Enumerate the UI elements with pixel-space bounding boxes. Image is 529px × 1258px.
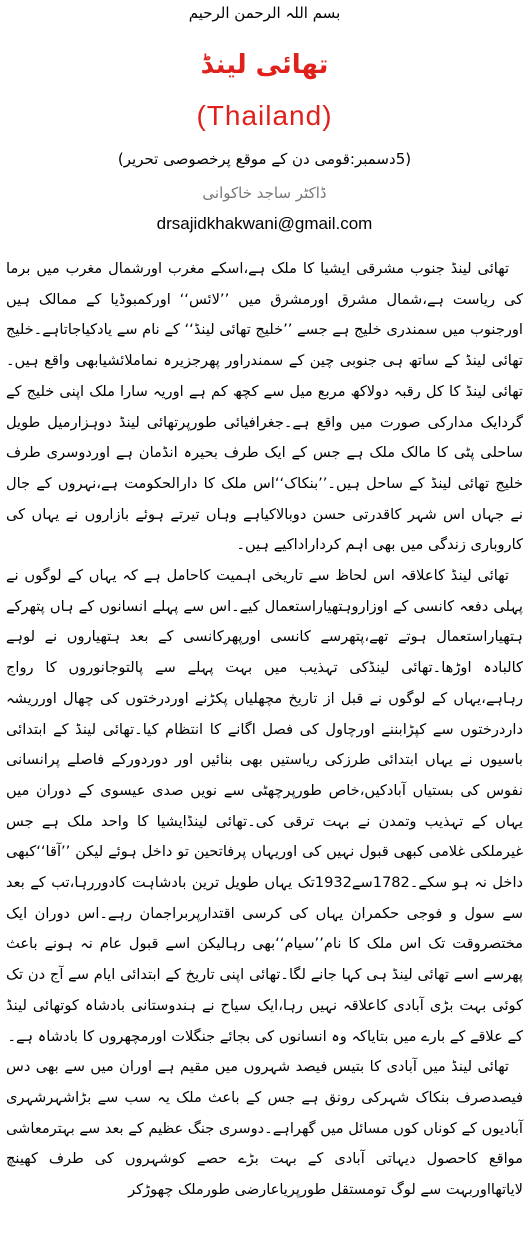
author-name: ڈاکٹر ساجد خاکوانی — [202, 184, 327, 202]
subtitle: (5دسمبر:قومی دن کے موقع پرخصوصی تحریر) — [117, 150, 412, 168]
article-body — [6, 254, 523, 1206]
paragraph: تھائی لینڈ میں آبادی کا بتیس فیصد شہروں میں مقیم ہے اوران میں سے بھی دس فیصدصرف بنکاک شہرکی رونق ہے جس کے باعث ملک یہ سب سے بڑاشہرشہری آبادیوں کے کوناں کوں مسائل میں گھراہے۔دوسری جنگ عظیم کے بعد سے بہترمعاشی مواقع کاحصول دیہاتی آبادی کے بہت بڑے حصے کوشہروں کی طرف کھینچ لایاتھااوربہت سے لوگ تومستقل طورپریاعارضی طورملک چھوڑکر — [6, 1058, 523, 1199]
basmala: بسم اللہ الرحمن الرحیم — [188, 4, 341, 22]
title-urdu: تھائی لینڈ — [200, 50, 329, 80]
author-email: drsajidkhakwani@gmail.com — [156, 214, 373, 233]
paragraph: تھائی لینڈ کاعلاقہ اس لحاظ سے تاریخی اہمیت کاحامل ہے کہ یہاں کے لوگوں نے پہلی دفعہ کانسی کے اوزاروہتھیاراستعمال کیے۔اس سے پہلے انسانوں کے ہاں پتھرکے ہتھیاراستعمال ہوتے تھے،پتھرسے کانسی اورپھرکانسی کے بعد ہتھیاروں نے لوہے کالبادہ اوڑھا۔تھائی لینڈکی تہذیب میں بہت پہلے سے پالتوجانوروں کا رواج رہاہے،یہاں کے لوگوں نے قبل از تاریخ مچھلیاں پکڑنے اوردرختوں کی چھال اورریشہ داردرختوں سے کپڑابننے اورچاول کی فصل اگانے کا انتظام کیا۔تھائی لینڈ کے ابتدائی باسیوں نے یہاں ابتدائی طرزکی ریاستیں بھی بنائیں اور دوردورکے فاصلے پرانسانی نفوس کی بستیاں آبادکیں،خاص طورپرچھٹی سے نویں صدی عیسوی کے دوران میں یہاں کے تہذیب وتمدن نے بہت ترقی کی۔تھائی لینڈایشیا کا واحد ملک ہے جس غیرملکی غلامی کبھی قبول نہیں کی اوریہاں پرفاتحین تو داخل ہوئے لیکن ’’آقا‘‘کبھی داخل نہ ہو سکے۔1782سے1932تک یہاں طویل ترین بادشاہت کادوررہا،تب کے بعد سے سول و فوجی حکمران یہاں کی کرسی اقتدارپربراجمان رہے۔اس دوران ایک مختصروقت تک اس ملک کا نام’’سیام‘‘بھی رہالیکن اسے قبول عام نہ ہونے باعث پھرسے اسے تھائی لینڈ ہی کہا جانے لگا۔تھائی اپنی تاریخ کے ابتدائی ایام سے آج دن تک کوئی بہت بڑی آبادی کاعلاقہ نہیں رہا،ایک سیاح نے ہندوستانی بادشاہ کوتھائی لینڈ کے علاقے کے بارے میں بتایاکہ وہ انسانوں کی بجائے جنگلات اورمچھروں کا بادشاہ ہے۔ — [6, 567, 524, 1045]
title-english: (Thailand) — [196, 100, 333, 131]
paragraph: تھائی لینڈ جنوب مشرقی ایشیا کا ملک ہے،اسکے مغرب اورشمال مغرب میں برما کی ریاست ہے،شمال مشرق اورمشرق میں ’’لائس‘‘ اورکمبوڈیا کے ممالک ہیں اورجنوب میں سمندری خلیج ہے جسے ’’خلیج تھائی لینڈ‘‘ کے نام سے یادکیاجاتاہے۔خلیج تھائی لینڈ کے ساتھ ہی جنوبی چین کے سمندراور پھرجزیرہ نماملائشیابھی واقع ہیں۔تھائی لینڈ کا کل رقبہ دولاکھ مربع میل سے کچھ کم ہے اوریہ سارا ملک اپنی خلیج کے گردایک مدارکی صورت میں واقع ہے۔جغرافیائی طورپرتھائی لینڈ دوہزارمیل طویل ساحلی پٹی کا مالک ملک ہے جس کے ایک طرف بحیرہ انڈمان ہے اوردوسری طرف خلیج تھائی لینڈ کے ساحل ہیں۔’’بنکاک‘‘اس ملک کا دارالحکومت ہے،نہروں کے جال نے جہاں اس شہر کاقدرتی حسن دوبالاکیاہے وہاں تیرتے ہوئے بازاروں نے یہاں کی کاروباری زندگی میں بھی اہم کرداراداکیے ہیں۔ — [6, 260, 523, 554]
